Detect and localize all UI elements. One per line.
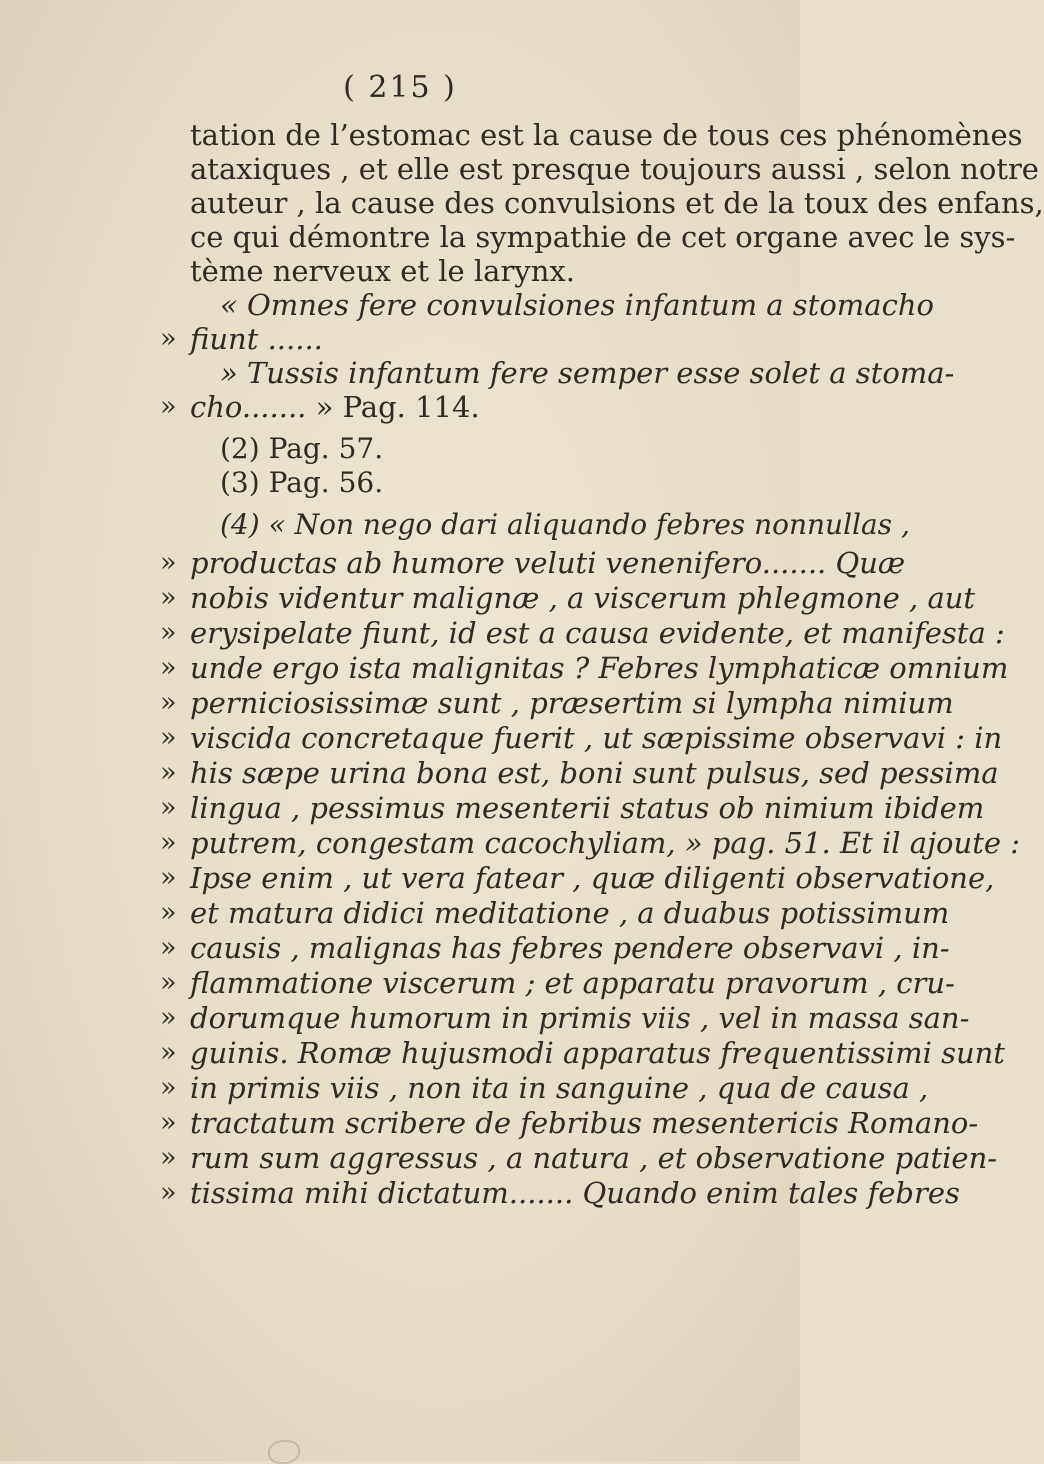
quote1-open: « Omnes fere convulsiones infantum a stomacho [220,288,934,322]
latin-text: viscida concretaque fuerit , ut sæpissime observavi : in [190,721,1003,755]
latin-line [0,546,906,580]
latin-line [0,1141,998,1175]
latin-text: productas ab humore veluti venenifero....... Quæ [190,546,906,580]
quote-mark: » [160,1107,177,1138]
prose-line: tation de l’estomac est la cause de tous ces phénomènes [190,118,1023,152]
quote1-cont: fiunt ...... [190,322,323,356]
latin-text: tractatum scribere de febribus mesentericis Romano- [190,1106,979,1140]
footnote-4-open: (4) « Non nego dari aliquando febres nonnullas , [220,508,910,541]
quote-mark: » [160,1037,177,1068]
latin-text: guinis. Romæ hujusmodi apparatus frequentissimi sunt [190,1036,1005,1070]
latin-text: in primis viis , non ita in sanguine , qua de causa , [190,1071,929,1105]
quote-mark: » [160,1142,177,1173]
quote-mark: » [160,1177,177,1208]
latin-line [0,651,1009,685]
prose-line: ce qui démontre la sympathie de cet organe avec le sys- [190,220,1016,254]
quote2-cont-ref: » Pag. 114. [306,390,480,424]
quote-mark: » [160,862,177,893]
quote-mark: » [160,391,177,422]
latin-text: erysipelate fiunt, id est a causa evidente, et manifesta : [190,616,1005,650]
latin-line [0,1071,929,1105]
quote-mark: » [160,547,177,578]
footnote-3: (3) Pag. 56. [220,466,384,499]
prose-line: tème nerveux et le larynx. [190,254,575,288]
quote2-cont [190,390,480,424]
latin-line [0,861,995,895]
latin-text: putrem, congestam cacochyliam, » pag. 51. Et il ajoute : [190,826,1020,860]
latin-text: his sæpe urina bona est, boni sunt pulsus, sed pessima [190,756,999,790]
latin-line [0,1036,1005,1070]
latin-text: dorumque humorum in primis viis , vel in massa san- [190,1001,970,1035]
latin-text: perniciosissimæ sunt , præsertim si lympha nimium [190,686,954,720]
footnote-2: (2) Pag. 57. [220,432,384,465]
quote-mark: » [160,1002,177,1033]
prose-line: ataxiques , et elle est presque toujours aussi , selon notre [190,152,1039,186]
latin-text: unde ergo ista malignitas ? Febres lymphaticæ omnium [190,651,1009,685]
quote-mark: » [160,967,177,998]
latin-text: et matura didici meditatione , a duabus potissimum [190,896,950,930]
latin-text: flammatione viscerum ; et apparatu pravorum , cru- [190,966,955,1000]
quote-mark: » [160,722,177,753]
latin-text: nobis videntur malignæ , a viscerum phlegmone , aut [190,581,976,615]
latin-line [0,931,950,965]
quote-mark: » [160,617,177,648]
page-number: ( 215 ) [343,70,457,105]
quote-mark: » [160,1072,177,1103]
ink-smudge [268,1440,300,1464]
latin-line [0,1176,960,1210]
quote2-cont-italic: cho....... [190,390,307,424]
latin-line [0,966,955,1000]
latin-text: tissima mihi dictatum....... Quando enim tales febres [190,1176,960,1210]
latin-line [0,686,954,720]
latin-text: rum sum aggressus , a natura , et observatione patien- [190,1141,998,1175]
quote-mark: » [160,323,177,354]
prose-line: auteur , la cause des convulsions et de la toux des enfans, [190,186,1044,220]
quote2-cont-line [0,390,800,424]
quote-mark: » [160,652,177,683]
latin-line [0,791,985,825]
quote-mark: » [160,932,177,963]
quote1-cont-line [0,322,800,356]
quote-mark: » [160,687,177,718]
latin-line [0,1106,979,1140]
quote-mark: » [160,827,177,858]
quote-mark: » [160,757,177,788]
latin-line [0,826,1020,860]
quote2-open: » Tussis infantum fere semper esse solet a stoma- [220,356,955,390]
latin-line [0,896,950,930]
latin-line [0,721,1003,755]
latin-text: Ipse enim , ut vera fatear , quæ diligenti observatione, [190,861,995,895]
latin-line [0,756,999,790]
latin-text: lingua , pessimus mesenterii status ob nimium ibidem [190,791,985,825]
quote-mark: » [160,897,177,928]
latin-line [0,581,976,615]
quote-mark: » [160,792,177,823]
latin-line [0,1001,970,1035]
quote-mark: » [160,582,177,613]
latin-text: causis , malignas has febres pendere observavi , in- [190,931,950,965]
latin-line [0,616,1005,650]
